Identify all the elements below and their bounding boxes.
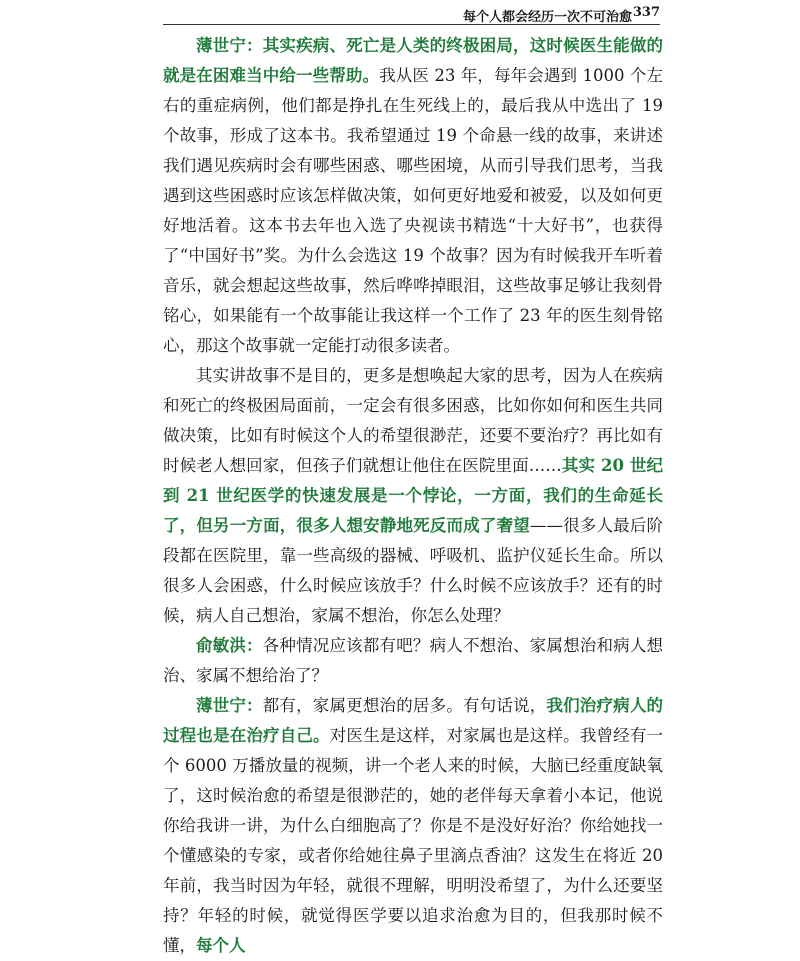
body-text: 其实讲故事不是目的，更多是想唤起大家的思考，因为人在疾病和死亡的终极困局面前，一定会有很多困惑，比如你如何和医生共同做决策，比如有时候这个人的希望很渺茫，还要不要治疗？再比如有时候老人想回家，但孩子们就想让他住在医院里面…… [163,366,663,475]
page-number: 337 [632,5,660,20]
body-text: ——很多人最后阶段都在医院里，靠一些高级的器械、呼吸机、监护仪延长生命。所以很多人会困惑，什么时候应该放手？什么时候不应该放手？还有的时候，病人自己想治，家属不想治，你怎么处理？ [163,516,664,625]
speaker-name: 薄世宁： [196,696,263,715]
body-text: 我从医 23 年，每年会遇到 1000 个左右的重症病例，他们都是挣扎在生死线上的，最后我从中选出了 19 个故事，形成了这本书。我希望通过 19 个命悬一线的故事，来讲述我们遇见疾病时会有哪些困惑、哪些困境，从而引导我们思考，当我遇到这些困惑时应该怎样做决策，如何更好地爱和被爱，以及如何更好地活着。这本书去年也入选了央视读书精选“十大好书”，也获得了“中国好书”奖。为什么会选这 19 个故事？因为有时候我开车听着音乐，就会想起这些故事，然后哗哗掉眼泪，这些故事足够让我刻骨铭心，如果能有一个故事能让我这样一个工作了 23 年的医生刻骨铭心，那这个故事就一定能打动很多读者。 [163,66,663,355]
body-text: 都有，家属更想治的居多。有句话说， [262,696,547,715]
paragraph [163,691,663,961]
body-text: 各种情况应该都有吧？病人不想治、家属想治和病人想治、家属不想给治了？ [163,636,664,685]
paragraph [163,361,663,631]
paragraph [163,631,663,691]
body-text: 对医生是这样，对家属也是这样。我曾经有一个 6000 万播放量的视频，讲一个老人来的时候，大脑已经重度缺氧了，这时候治愈的希望是很渺茫的，她的老伴每天拿着小本记，他说你给我讲一讲，为什么白细胞高了？你是不是没好好治？你给她找一个懂感染的专家，或者你给她往鼻子里滴点香油？这发生在将近 20 年前，我当时因为年轻，就很不理解，明明没希望了，为什么还要坚持？年轻的时候，就觉得医学要以追求治愈为目的，但我那时候不懂， [163,726,664,955]
running-title: 每个人都会经历一次不可治愈 [462,10,632,25]
paragraph [163,31,663,361]
speaker-name: 俞敏洪： [196,636,263,655]
highlighted-text: 每个人 [196,936,246,955]
running-header [0,0,800,30]
speaker-name: 薄世宁： [196,36,263,55]
highlighted-text: 其实疾病、死亡是人类的终极困局，这时候医生能做的就是在困难当中给一些帮助。 [163,36,664,85]
highlighted-text: 我们治疗病人的过程也是在治疗自己。 [163,696,664,745]
highlighted-text: 其实 20 世纪到 21 世纪医学的快速发展是一个悖论，一方面，我们的生命延长了，但另一方面，很多人想安静地死反而成了奢望 [163,456,664,535]
header-rule [163,24,660,25]
page-body [163,31,663,961]
